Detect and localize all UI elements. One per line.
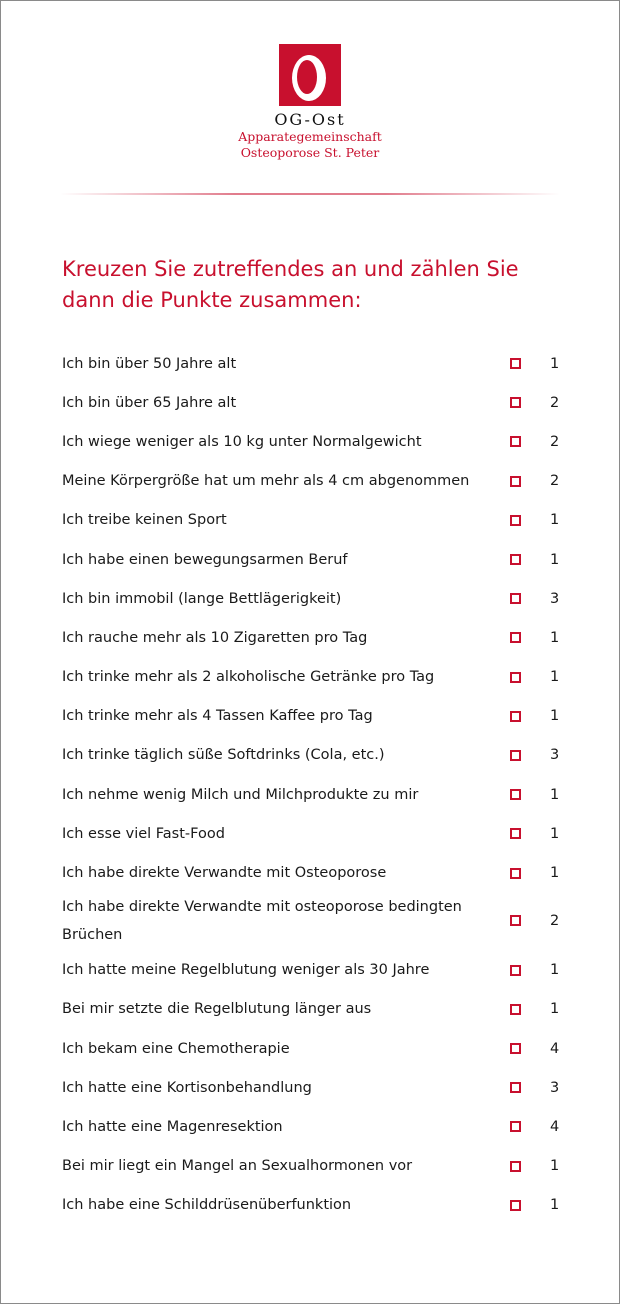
checklist [62,344,562,1225]
item-points: 2 [550,473,560,490]
list-item [62,853,562,892]
list-item [62,422,562,461]
list-item [62,814,562,853]
list-item [62,893,562,949]
page-heading: Kreuzen Sie zutreffendes an und zählen Sie dann die Punkte zusammen: [62,257,519,312]
item-label: Ich trinke mehr als 4 Tassen Kaffee pro Tag [62,708,373,725]
item-points: 1 [550,1001,560,1018]
item-points: 1 [550,1197,560,1214]
item-label: Ich hatte meine Regelblutung weniger als 30 Jahre [62,962,430,979]
checkbox-icon[interactable] [510,750,521,761]
checkbox-icon[interactable] [510,1082,521,1093]
list-item [62,951,562,990]
checkbox-icon[interactable] [510,1004,521,1015]
item-label: Ich trinke täglich süße Softdrinks (Cola, etc.) [62,747,385,764]
list-item [62,658,562,697]
list-item [62,462,562,501]
list-item [62,1107,562,1146]
item-points: 1 [550,786,560,803]
checkbox-icon[interactable] [510,828,521,839]
list-item [62,1029,562,1068]
item-points: 1 [550,865,560,882]
item-points: 1 [550,825,560,842]
item-label: Ich esse viel Fast-Food [62,825,225,842]
item-label: Ich habe direkte Verwandte mit osteoporose bedingten Brüchen [62,898,462,943]
item-label: Ich bin über 65 Jahre alt [62,394,237,411]
item-points: 1 [550,1158,560,1175]
item-label: Ich rauche mehr als 10 Zigaretten pro Tag [62,629,368,646]
checkbox-icon[interactable] [510,593,521,604]
checkbox-icon[interactable] [510,672,521,683]
divider [60,193,560,195]
checkbox-icon[interactable] [510,965,521,976]
checkbox-icon[interactable] [510,397,521,408]
item-label: Ich habe einen bewegungsarmen Beruf [62,551,348,568]
checkbox-icon[interactable] [510,711,521,722]
checkbox-icon[interactable] [510,515,521,526]
checkbox-icon[interactable] [510,789,521,800]
list-item [62,618,562,657]
list-item [62,990,562,1029]
checkbox-icon[interactable] [510,476,521,487]
logo-subtitle-2: Osteoporose St. Peter [240,145,380,160]
item-points: 2 [550,433,560,450]
item-label: Bei mir setzte die Regelblutung länger aus [62,1001,372,1018]
item-points: 3 [550,747,560,764]
list-item [62,383,562,422]
list-item [62,697,562,736]
item-label: Ich trinke mehr als 2 alkoholische Getränke pro Tag [62,669,435,686]
list-item [62,1068,562,1107]
item-label: Meine Körpergröße hat um mehr als 4 cm abgenommen [62,473,470,490]
item-points: 1 [550,512,560,529]
checkbox-icon[interactable] [510,436,521,447]
item-points: 4 [550,1118,560,1135]
item-label: Ich nehme wenig Milch und Milchprodukte zu mir [62,786,419,803]
item-label: Ich bekam eine Chemotherapie [62,1040,290,1057]
og-ost-logo-icon [279,44,341,106]
item-label: Ich bin immobil (lange Bettlägerigkeit) [62,590,342,607]
checkbox-icon[interactable] [510,1121,521,1132]
item-label: Ich hatte eine Kortisonbehandlung [62,1079,312,1096]
item-label: Ich treibe keinen Sport [62,512,227,529]
item-label: Ich wiege weniger als 10 kg unter Normalgewicht [62,433,422,450]
list-item [62,1186,562,1225]
checkbox-icon[interactable] [510,1043,521,1054]
item-points: 2 [550,912,560,929]
checkbox-icon[interactable] [510,1200,521,1211]
item-label: Ich hatte eine Magenresektion [62,1118,283,1135]
list-item [62,775,562,814]
logo-subtitle-1: Apparategemeinschaft [238,129,382,144]
item-points: 3 [550,590,560,607]
item-points: 1 [550,355,560,372]
item-points: 1 [550,708,560,725]
checkbox-icon[interactable] [510,868,521,879]
logo-name: OG-Ost [274,110,346,129]
item-label: Bei mir liegt ein Mangel an Sexualhormonen vor [62,1158,413,1175]
item-points: 2 [550,394,560,411]
item-label: Ich habe eine Schilddrüsenüberfunktion [62,1197,352,1214]
checkbox-icon[interactable] [510,554,521,565]
list-item [62,1147,562,1186]
item-points: 1 [550,669,560,686]
checkbox-icon[interactable] [510,915,521,926]
checkbox-icon[interactable] [510,1161,521,1172]
item-label: Ich bin über 50 Jahre alt [62,355,237,372]
list-item [62,579,562,618]
checkbox-icon[interactable] [510,632,521,643]
item-points: 4 [550,1040,560,1057]
list-item [62,540,562,579]
item-label: Ich habe direkte Verwandte mit Osteoporose [62,865,387,882]
item-points: 3 [550,1079,560,1096]
logo-block [0,44,620,161]
list-item [62,501,562,540]
item-points: 1 [550,629,560,646]
item-points: 1 [550,962,560,979]
checkbox-icon[interactable] [510,358,521,369]
list-item [62,736,562,775]
item-points: 1 [550,551,560,568]
list-item [62,344,562,383]
